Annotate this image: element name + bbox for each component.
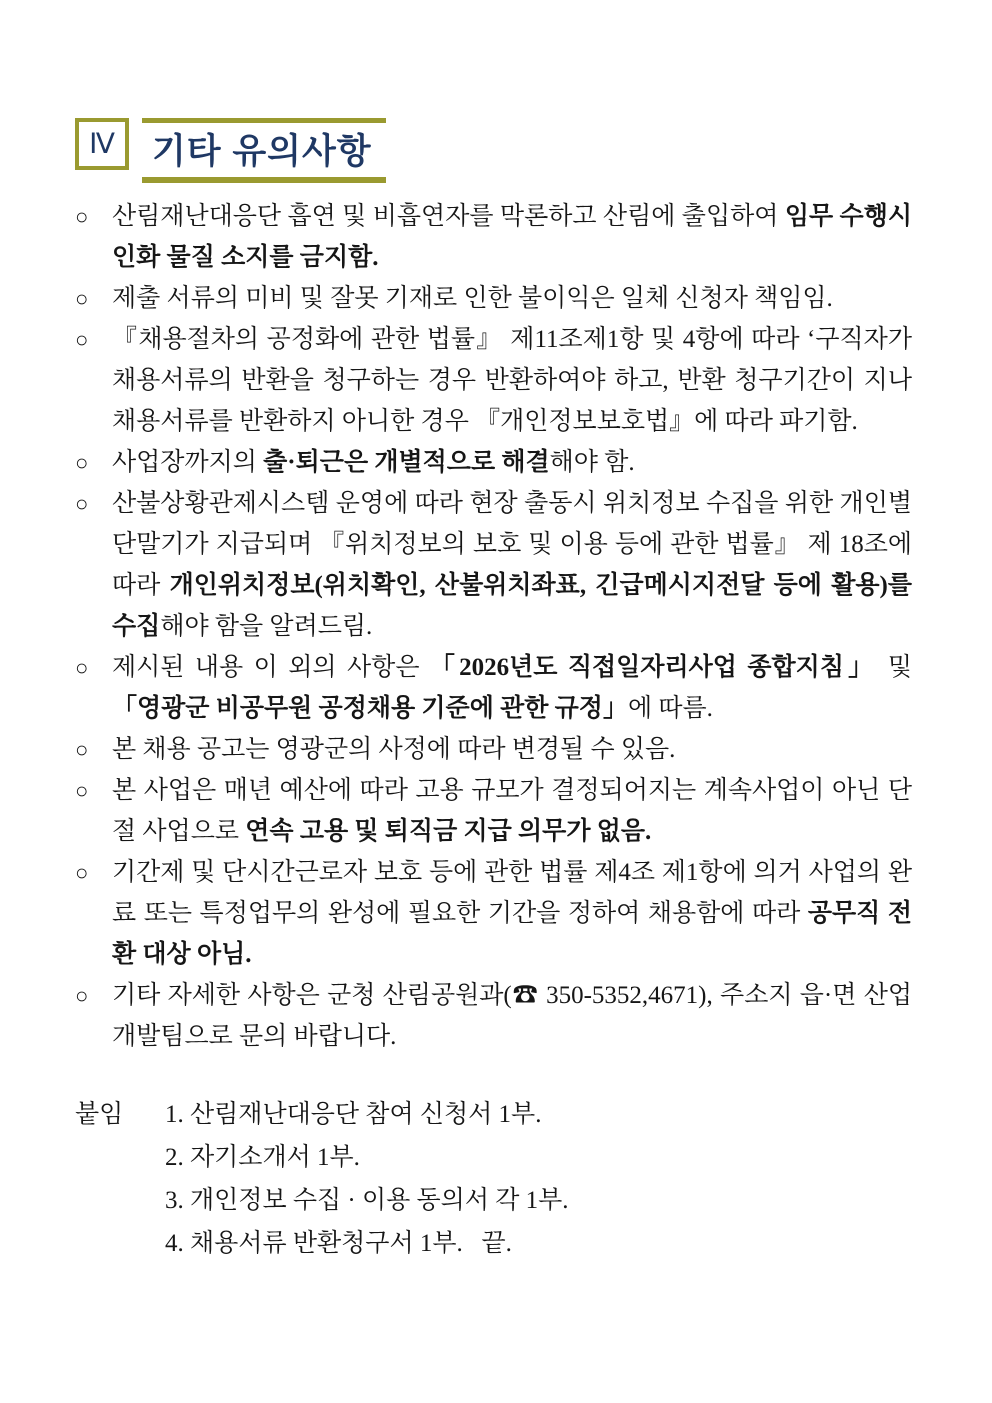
note-item [75,319,912,442]
text-segment: 『채용절차의 공정화에 관한 법률』 제11조제1항 및 4항에 따라 ‘구직자가 채용서류의 반환을 청구하는 경우 반환하여야 하고, 반환 청구기간이 지나 채용서류를 반환하지 아니한 경우 『개인정보보호법』에 따라 파기함. [112,326,912,435]
note-text [112,278,912,319]
note-text [112,196,912,278]
note-item [75,975,912,1057]
note-item [75,770,912,852]
phone-icon: ☎ [511,982,539,1009]
section-title-block [142,118,386,183]
text-segment: 해야 함을 알려드림. [160,613,373,640]
note-text [112,852,912,975]
text-segment: 기간제 및 단시간근로자 보호 등에 관한 법률 제4조 제1항에 의거 사업의 완료 또는 특정업무의 완성에 필요한 기간을 정하여 채용함에 따라 [112,859,912,927]
attachment-item: 3. 개인정보 수집 · 이용 동의서 각 1부. [165,1187,569,1214]
note-text [112,975,912,1057]
note-text [112,442,912,483]
attachment-item: 1. 산림재난대응단 참여 신청서 1부. [165,1101,542,1128]
bullet-marker: ○ [75,778,89,803]
text-segment: 및 [877,654,912,681]
note-item [75,442,912,483]
bullet-marker: ○ [75,327,89,352]
note-text [112,729,912,770]
text-segment: 해야 함. [549,449,635,476]
section-header [75,118,912,183]
note-text [112,770,912,852]
page-title: 기타 유의사항 [152,132,372,171]
text-segment: 산불상황관제시스템 운영에 따라 현장 출동시 위치정보 수집을 위한 개인별 단말기가 지급되며 『위치정보의 보호 및 이용 등에 관한 법률』 제 18조에 따라 [112,490,912,599]
bullet-marker: ○ [75,491,89,516]
note-text [112,483,912,647]
text-segment: 제시된 내용 이 외의 사항은 [112,654,430,681]
text-segment: 임무 수행시 인화 물질 소지를 금지함. [112,203,912,271]
text-segment: 제출 서류의 미비 및 잘못 기재로 인한 불이익은 일체 신청자 책임임. [112,285,833,312]
note-text [112,647,912,729]
text-segment: 본 채용 공고는 영광군의 사정에 따라 변경될 수 있음. [112,736,676,763]
note-item [75,196,912,278]
text-segment: 사업장까지의 [112,449,264,476]
note-item [75,852,912,975]
text-segment: 산림재난대응단 흡연 및 비흡연자를 막론하고 산림에 출입하여 [112,203,785,230]
bullet-marker: ○ [75,450,89,475]
text-segment: 350-5352,4671), 주소지 읍·면 산업개발팀으로 문의 바랍니다. [112,982,912,1050]
text-segment: 본 사업은 매년 예산에 따라 고용 규모가 결정되어지는 계속사업이 아닌 단절 사업으로 [112,777,912,845]
bullet-marker: ○ [75,983,89,1008]
note-item [75,278,912,319]
section-number-box: Ⅳ [75,118,129,170]
text-segment: 공무직 전환 대상 아님. [112,900,912,968]
text-segment: 개인위치정보(위치확인, 산불위치좌표, 긴급메시지전달 등에 활용)를 수집 [112,572,912,640]
bullet-marker: ○ [75,286,89,311]
notes-list [75,196,912,1057]
attachments-block [75,1093,912,1265]
bullet-marker: ○ [75,655,89,680]
text-segment: 「2026년도 직접일자리사업 종합지침」 [429,654,878,681]
attachment-item: 2. 자기소개서 1부. [165,1144,360,1171]
text-segment: 에 따름. [627,695,713,722]
bullet-marker: ○ [75,204,89,229]
text-segment: 출·퇴근은 개별적으로 해결 [263,449,550,476]
attachment-item: 4. 채용서류 반환청구서 1부. 끝. [165,1230,512,1257]
text-segment: 기타 자세한 사항은 군청 산림공원과( [112,982,512,1009]
text-segment: 연속 고용 및 퇴직금 지급 의무가 없음. [245,818,652,845]
bullet-marker: ○ [75,737,89,762]
text-segment: 「영광군 비공무원 공정채용 기준에 관한 규정」 [112,695,628,722]
note-item [75,483,912,647]
attachments-items [165,1093,912,1265]
note-item [75,647,912,729]
note-text [112,319,912,442]
bullet-marker: ○ [75,860,89,885]
attachments-label: 붙임 [75,1101,124,1128]
note-item [75,729,912,770]
